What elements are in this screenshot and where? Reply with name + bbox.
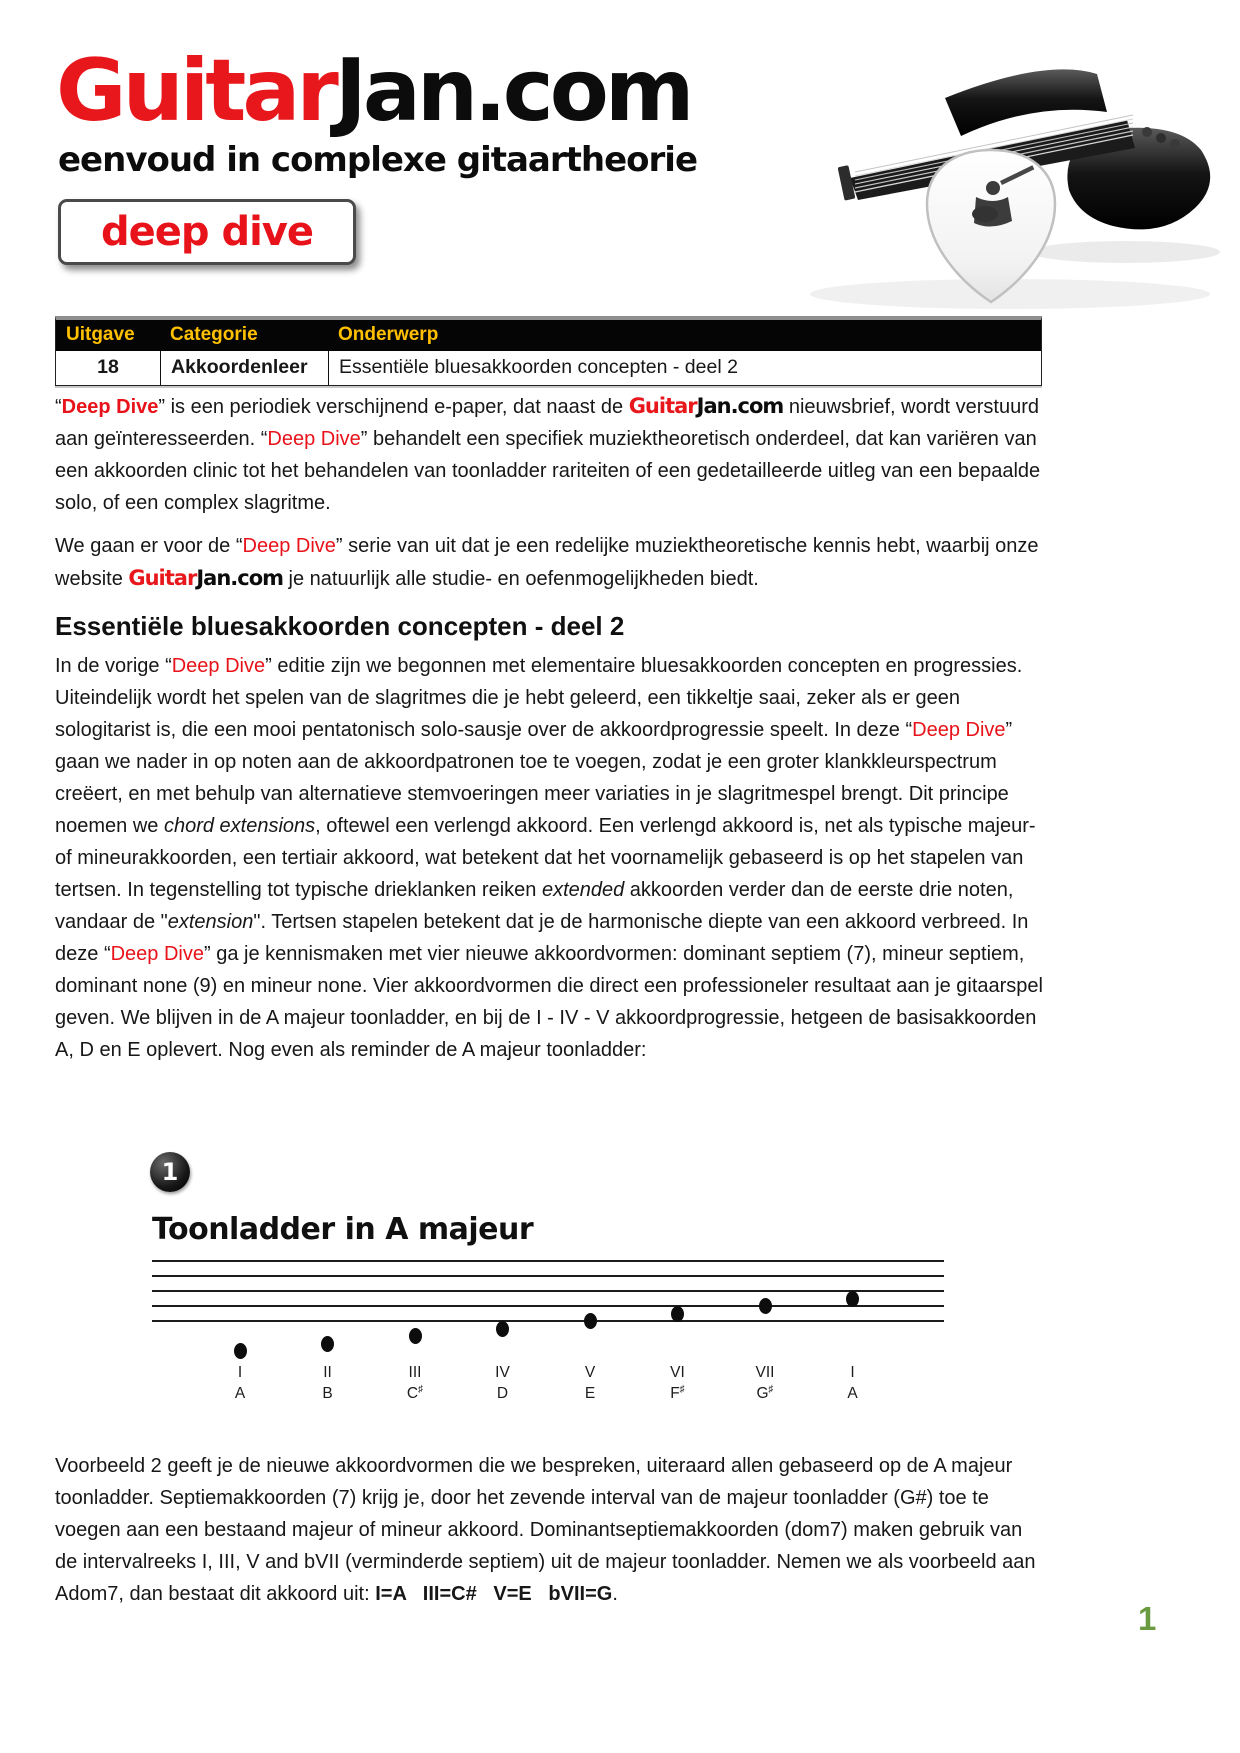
intro-paragraph-1 xyxy=(55,390,1047,519)
staff-line xyxy=(152,1320,944,1322)
sharp-symbol: ♯ xyxy=(418,1383,424,1395)
staff xyxy=(152,1260,944,1410)
text-segment: Deep Dive xyxy=(110,943,204,965)
intro-paragraph-2 xyxy=(55,530,1047,595)
text-segment: ” ga je kennismaken met vier nieuwe akkoordvormen: dominant septiem (7), mineur septiem, dominant none (9) en mineur none. Vier akkoordvormen die direct een professioneler resultaat aan je gitaarspel geven. We blijven in de A majeur toonladder, en bij de I - IV - V akkoordprogressie, hetgeen de basisakkoorden A, D en E oplevert. Nog even als reminder de A majeur toonladder: xyxy=(55,943,1049,1061)
article-paragraph-1 xyxy=(55,650,1047,1066)
text-segment: “ xyxy=(55,396,62,418)
note-A xyxy=(846,1291,859,1307)
text-segment: ” serie van uit dat je een redelijke muziektheoretische kennis hebt, waarbij onze website xyxy=(55,535,1045,590)
note-D xyxy=(496,1321,509,1337)
note-F-sharp xyxy=(671,1306,684,1322)
degree-note-name: A xyxy=(847,1385,858,1402)
text-segment: I=A III=C# V=E bVII=G xyxy=(375,1583,613,1605)
text-segment: We gaan er voor de “ xyxy=(55,535,243,557)
text-segment: , oftewel een verlengd akkoord. Een verlengd akkoord is, net als typische majeur- of mineurakkoorden, een tertiair akkoord, wat betekent dat het voornamelijk gebaseerd is op het stapelen van tertsen. In tegenstelling tot typische drieklanken reiken xyxy=(55,815,1042,901)
site-logo xyxy=(56,41,691,141)
logo-tagline: eenvoud in complexe gitaartheorie xyxy=(58,140,697,180)
degree-note-name: E xyxy=(584,1385,596,1402)
figure-number: 1 xyxy=(161,1158,179,1186)
degree-note-name: F♯ xyxy=(670,1383,685,1402)
figure-number-badge xyxy=(150,1152,190,1192)
figure-title: Toonladder in A majeur xyxy=(152,1212,534,1247)
deep-dive-badge xyxy=(58,199,356,265)
degree-numeral: IV xyxy=(495,1364,510,1381)
text-segment: In de vorige “ xyxy=(55,655,172,677)
text-segment: Guitar xyxy=(128,566,197,590)
col-header-categorie: Categorie xyxy=(160,320,328,351)
text-segment: Deep Dive xyxy=(171,655,266,677)
staff-line xyxy=(152,1290,944,1292)
note-C-sharp xyxy=(409,1328,422,1344)
text-segment: ” editie zijn we begonnen met elementaire bluesakkoorden concepten en progressies. Uiteindelijk wordt het spelen van de slagritmes die je hebt geleerd, een tikkeltje saai, zeker als er geen sologitarist is, die een mooi pentatonisch solo-sausje over de akkoordprogressie speelt. In deze xyxy=(55,655,1028,741)
text-segment: chord extensions xyxy=(163,815,316,837)
degree-note-name: D xyxy=(496,1385,509,1402)
article-heading: Essentiële bluesakkoorden concepten - deel 2 xyxy=(55,611,625,641)
text-segment: Jan.com xyxy=(696,394,784,418)
text-segment: . xyxy=(612,1583,618,1605)
guitar-pick-svg xyxy=(795,40,1225,320)
text-segment: Deep Dive xyxy=(912,719,1006,741)
text-segment: Guitar xyxy=(628,394,697,418)
note-E xyxy=(584,1313,597,1329)
staff-line xyxy=(152,1275,944,1277)
text-segment: extension xyxy=(167,911,254,933)
degree-note-name: C♯ xyxy=(406,1383,424,1402)
text-segment: “ xyxy=(905,719,913,741)
degree-note-name: A xyxy=(234,1385,246,1402)
text-segment: akkoorden verder dan de eerste drie noten, vandaar de " xyxy=(55,879,1019,933)
issue-meta-table xyxy=(55,316,1042,386)
note-B xyxy=(321,1336,334,1352)
logo-part-guitar: Guitar xyxy=(56,41,335,141)
note-A xyxy=(234,1343,247,1359)
degree-numeral: II xyxy=(323,1364,332,1381)
degree-numeral: VII xyxy=(755,1364,775,1381)
text-segment: Jan.com xyxy=(196,566,283,590)
cell-categorie: Akkoordenleer xyxy=(160,351,328,385)
cell-uitgave: 18 xyxy=(56,351,160,385)
guitar-shadow xyxy=(1030,241,1220,263)
text-segment: Deep Dive xyxy=(267,428,361,450)
sharp-symbol: ♯ xyxy=(679,1383,685,1395)
col-header-uitgave: Uitgave xyxy=(56,320,160,351)
col-header-onderwerp: Onderwerp xyxy=(328,320,1041,351)
text-segment: Deep Dive xyxy=(242,535,336,557)
text-segment: ". Tertsen stapelen betekent dat je de harmonische diepte van een akkoord verbreed. In deze xyxy=(55,911,1034,965)
deep-dive-badge-label: deep dive xyxy=(101,209,313,255)
logo-part-jancom: Jan.com xyxy=(334,41,691,141)
degree-note-name: G♯ xyxy=(756,1383,774,1402)
degree-numeral: III xyxy=(408,1364,422,1381)
sharp-symbol: ♯ xyxy=(768,1383,774,1395)
page-number: 1 xyxy=(1138,1600,1157,1637)
text-segment: “ xyxy=(103,943,111,965)
guitar-pick-illustration xyxy=(795,40,1225,325)
text-segment: je natuurlijk alle studie- en oefenmogelijkheden biedt. xyxy=(283,568,759,590)
staff-line xyxy=(152,1305,944,1307)
degree-numeral: I xyxy=(237,1364,243,1381)
text-segment: ” behandelt een specifiek muziektheoretisch onderdeel, dat kan variëren van een akkoorden clinic tot het behandelen van toonladder rariteiten of een gedetailleerde uitleg van een bepaalde solo, of een complex slagritme. xyxy=(55,428,1046,514)
text-segment: nieuwsbrief, wordt verstuurd aan geïnteresseerden. “ xyxy=(55,396,1045,450)
text-segment: extended xyxy=(541,879,625,901)
cell-onderwerp: Essentiële bluesakkoorden concepten - deel 2 xyxy=(328,351,1041,385)
degree-numeral: V xyxy=(584,1364,596,1381)
article-paragraph-2 xyxy=(55,1450,1047,1610)
note-G-sharp xyxy=(759,1298,772,1314)
degree-note-name: B xyxy=(322,1385,333,1402)
text-segment: ” gaan we nader in op noten aan de akkoordpatronen toe te voegen, zodat je een groter klankkleurspectrum creëert, en met behulp van alternatieve stemvoeringen meer variaties in je slagritmespel brengt. Dit principe noemen we xyxy=(55,719,1018,837)
degree-numeral: I xyxy=(850,1364,855,1381)
staff-line xyxy=(152,1260,944,1262)
degree-numeral: VI xyxy=(670,1364,685,1381)
text-segment: ” is een periodiek verschijnend e-paper, dat naast de xyxy=(158,396,629,418)
text-segment: Deep Dive xyxy=(61,396,159,418)
text-segment: Voorbeeld 2 geeft je de nieuwe akkoordvormen die we bespreken, uiteraard allen gebaseerd op de A majeur toonladder. Septiemakkoorden (7) krijg je, door het zevende interval van de majeur toonladder (G#) toe te voegen aan een bestaand majeur of mineur akkoord. Dominantseptiemakkoorden (dom7) maken gebruik van de intervalreeks I, III, V and bVII (verminderde septiem) uit de majeur toonladder. Nemen we als voorbeeld aan Adom7, dan bestaat dit akkoord uit: xyxy=(55,1455,1040,1605)
